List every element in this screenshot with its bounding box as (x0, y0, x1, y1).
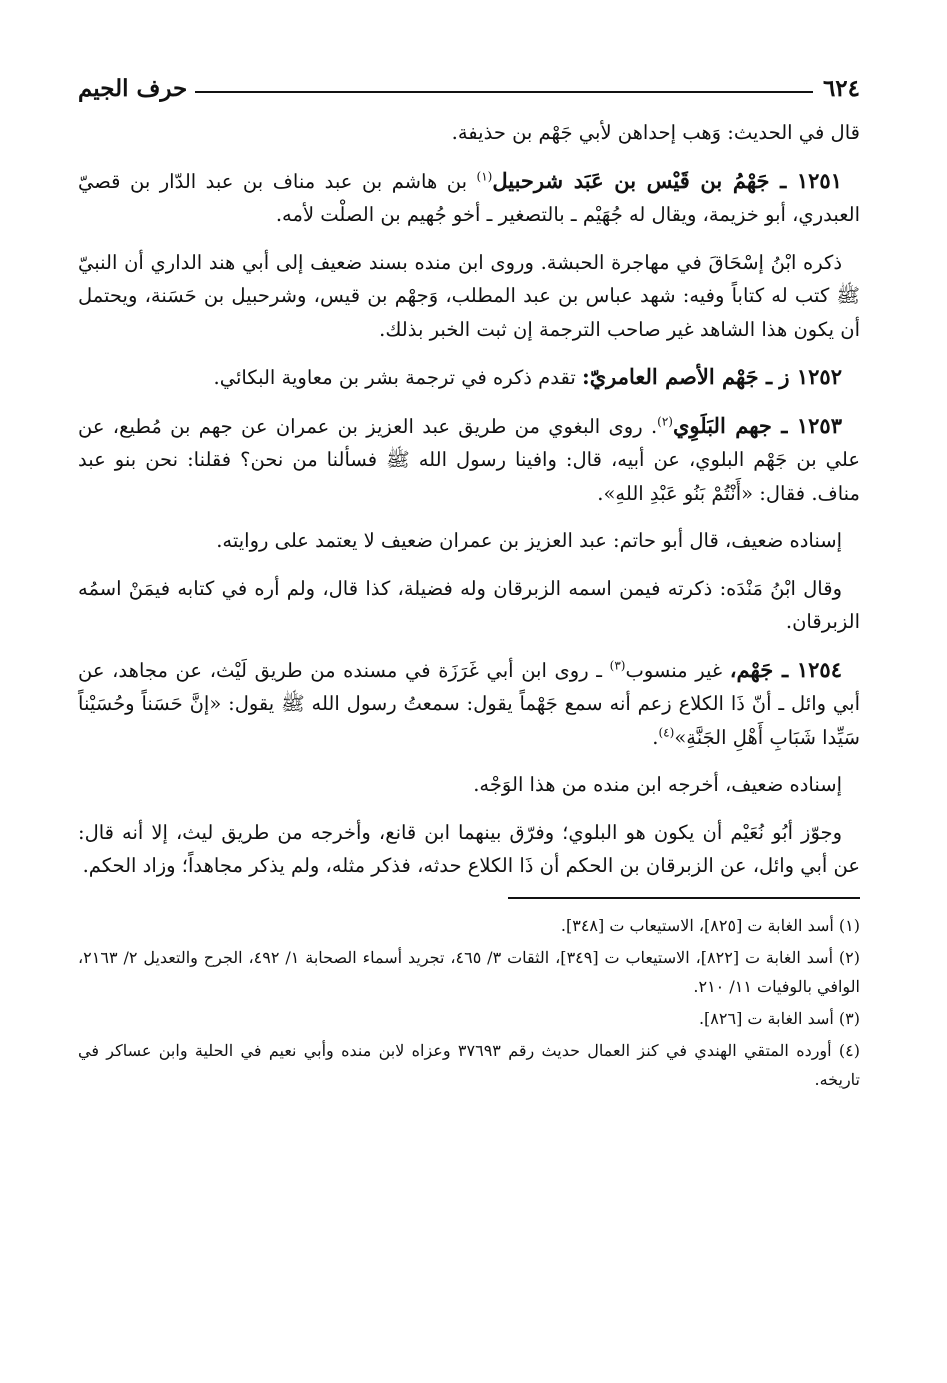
entry-1253: ١٢٥٣ ـ جهم البَلَوِي$^{(٢)}$. روى البغوي من طريق عبد العزيز بن عمران عن جهم بن مُطيع، عن علي بن جَهْم البلوي، عن أبيه، قال: وافينا رسول الله ﷺ فسألنا من نحن؟ فقلنا: نحن بنو عبد مناف. فقال: «أَنْتُمْ بَنُو عَبْدِ اللهِ». (78, 412, 860, 505)
footnote-ref: (٤) (658, 725, 675, 739)
entry-1252: ١٢٥٢ ز ـ جَهْم الأصم العامريّ: تقدم ذكره في ترجمة بشر بن معاوية البكائي. (213, 364, 842, 389)
footnote-separator (508, 897, 860, 899)
footnote-ref: (٣) (609, 658, 626, 672)
footnotes (78, 911, 860, 1094)
entry-heading: ١٢٥٣ ـ جهم البَلَوِي (672, 412, 842, 438)
footnote-1: (١) أسد الغابة ت [٨٢٥]، الاستيعاب ت [٣٤٨]. (560, 915, 860, 935)
book-page (78, 62, 860, 1362)
paragraph-1: قال في الحديث: وَهب إحداهن لأبي جَهْم بن حذيفة. (451, 121, 860, 144)
paragraph-3: ذكره ابْنُ إسْحَاقَ في مهاجرة الحبشة. وروى ابن منده بسند ضعيف إلى أبي هند الداري أن النبيّ ﷺ كتب له كتاباً وفيه: شهد عباس بن عبد المطلب، وَجهْم بن قيس، وشرحبيل بن حَسَنة، ويحتمل أن يكون هذا الشاهد غير صاحب الترجمة إن ثبت الخبر بذلك. (78, 250, 860, 341)
paragraph-6: إسناده ضعيف، قال أبو حاتم: عبد العزيز بن عمران ضعيف لا يعتمد على روايته. (216, 529, 842, 552)
footnote-2: (٢) أسد الغابة ت [٨٢٢]، الاستيعاب ت [٣٤٩]، الثقات ٣/ ٤٦٥، تجريد أسماء الصحابة ١/ ٤٩٢، الجرح والتعديل ٢/ ٢١٦٣، الوافي بالوفيات ١١/ ٢١٠. (78, 947, 861, 996)
footnote-ref: (٢) (657, 414, 673, 428)
entry-heading: ١٢٥٢ ز ـ جَهْم الأصم العامريّ: (581, 364, 842, 389)
section-title: حرف الجيم (78, 75, 188, 102)
running-head (78, 62, 860, 102)
header-rule (195, 91, 813, 93)
entry-heading: ١٢٥١ ـ جَهْمُ بن قَيْس بن عَبَد شرحبيل (492, 167, 842, 193)
paragraph-9: إسناده ضعيف، أخرجه ابن منده من هذا الوَجْه. (473, 773, 842, 796)
entry-heading: ١٢٥٤ ـ جَهْم، (729, 656, 842, 682)
page-number: ٦٢٤ (822, 75, 860, 102)
paragraph-7: وقال ابْنُ مَنْدَه: ذكرته فيمن اسمه الزبرقان وله فضيلة، كذا قال، ولم أره في كتابه فيمَنْ اسمُه الزبرقان. (78, 576, 860, 633)
entry-1254: ١٢٥٤ ـ جَهْم، غير منسوب$^{(٣)}$ ـ روى ابن أبي غَرَزَة في مسنده من طريق لَيْث، عن مجاهد، عن أبي وائل ـ أنّ ذَا الكلاع زعم أنه سمع جَهْماً يقول: سمعتُ رسول الله ﷺ يقول: «إنَّ حَسَناً وحُسَيْناً سَيِّدا شَبَابِ أَهْلِ الجَنَّةِ»$^{(٤)}$. (78, 656, 860, 749)
footnote-4: (٤) أورده المتقي الهندي في كنز العمال حديث رقم ٣٧٦٩٣ وعزاه لابن منده وأبي نعيم في الحلية وابن عساكر في تاريخه. (78, 1040, 861, 1089)
body-text (78, 116, 860, 883)
footnote-3: (٣) أسد الغابة ت [٨٢٦]. (698, 1008, 860, 1028)
entry-1251: ١٢٥١ ـ جَهْمُ بن قَيْس بن عَبَد شرحبيل$^{(١)}$ بن هاشم بن عبد مناف بن عبد الدّار بن قصيّ العبدري، أبو خزيمة، ويقال له جُهَيْم ـ بالتصغير ـ أخو جُهيم بن الصلْت لأمه. (78, 167, 860, 226)
paragraph-10: وجوّز أبُو نُعَيْم أن يكون هو البلوي؛ وفرّق بينهما ابن قانع، وأخرجه من طريق ليث، إلا أنه قال: عن أبي وائل، عن الزبرقان بن الحكم أن ذَا الكلاع حدثه، فذكر مثله، ولم يذكر مجاهداً؛ وزاد الحكم. (78, 820, 860, 877)
footnote-ref: (١) (476, 169, 493, 183)
